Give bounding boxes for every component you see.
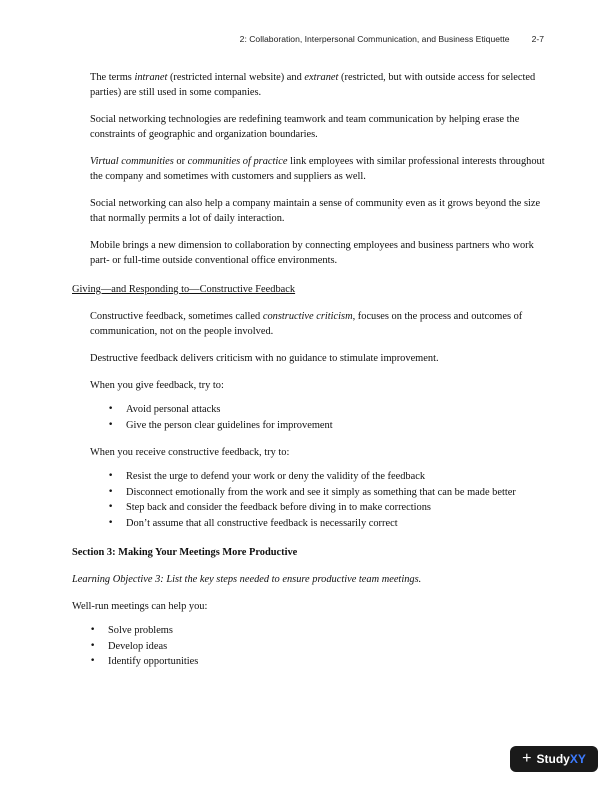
- studyxy-badge[interactable]: [510, 746, 598, 772]
- paragraph-social-networking: Social networking technologies are redefining teamwork and team communication by helping erase the constraints of geographic and organization boundaries.: [90, 114, 520, 140]
- receive-feedback-intro: When you receive constructive feedback, try to:: [90, 447, 290, 458]
- list-item: • Disconnect emotionally from the work and see it simply as something that can be made better: [108, 485, 550, 501]
- meetings-intro: Well-run meetings can help you:: [72, 601, 208, 612]
- paragraph-constructive: Constructive feedback, sometimes called constructive criticism, focuses on the process and outcomes of communication, not on the people involved.: [90, 311, 523, 337]
- chapter-title: 2: Collaboration, Interpersonal Communication, and Business Etiquette: [239, 34, 510, 44]
- paragraph-mobile: Mobile brings a new dimension to collaboration by connecting employees and business partners who work part- or full-time outside conventional office environments.: [90, 240, 534, 266]
- list-item: • Solve problems: [90, 623, 550, 639]
- term-virtual-communities: Virtual communities: [90, 156, 174, 167]
- receive-feedback-list: [72, 469, 550, 531]
- list-item: • Step back and consider the feedback before diving in to make corrections: [108, 500, 550, 516]
- term-extranet: extranet: [304, 72, 339, 83]
- page-content: [72, 70, 550, 670]
- list-item: • Give the person clear guidelines for improvement: [108, 418, 550, 434]
- paragraph-intranet: The terms intranet (restricted internal website) and extranet (restricted, but with outside access for selected parties) are still used in some companies.: [90, 72, 536, 98]
- running-header: [240, 34, 544, 44]
- plus-icon: +: [522, 750, 532, 767]
- term-communities-of-practice: communities of practice: [187, 156, 288, 167]
- give-feedback-intro: When you give feedback, try to:: [90, 380, 224, 391]
- list-item: • Identify opportunities: [90, 654, 550, 670]
- give-feedback-list: [72, 402, 550, 433]
- list-item: • Don’t assume that all constructive feedback is necessarily correct: [108, 516, 550, 532]
- meetings-list: [72, 623, 550, 670]
- paragraph-community: Social networking can also help a company maintain a sense of community even as it grows beyond the size that normally permits a lot of daily interaction.: [90, 198, 541, 224]
- list-item: • Avoid personal attacks: [108, 402, 550, 418]
- paragraph-destructive: Destructive feedback delivers criticism with no guidance to stimulate improvement.: [90, 353, 439, 364]
- paragraph-virtual-communities: Virtual communities or communities of practice link employees with similar professional interests throughout the company and sometimes with customers and suppliers as well.: [90, 156, 545, 182]
- brand-name: StudyXY: [536, 752, 586, 766]
- list-item: • Resist the urge to defend your work or deny the validity of the feedback: [108, 469, 550, 485]
- term-intranet: intranet: [134, 72, 168, 83]
- feedback-heading: Giving—and Responding to—Constructive Feedback: [72, 284, 296, 295]
- section-3-heading: Section 3: Making Your Meetings More Productive: [72, 547, 298, 558]
- learning-objective: Learning Objective 3: List the key steps needed to ensure productive team meetings.: [72, 574, 422, 585]
- page-number: 2-7: [531, 34, 544, 44]
- list-item: • Develop ideas: [90, 639, 550, 655]
- term-constructive-criticism: constructive criticism: [262, 311, 353, 322]
